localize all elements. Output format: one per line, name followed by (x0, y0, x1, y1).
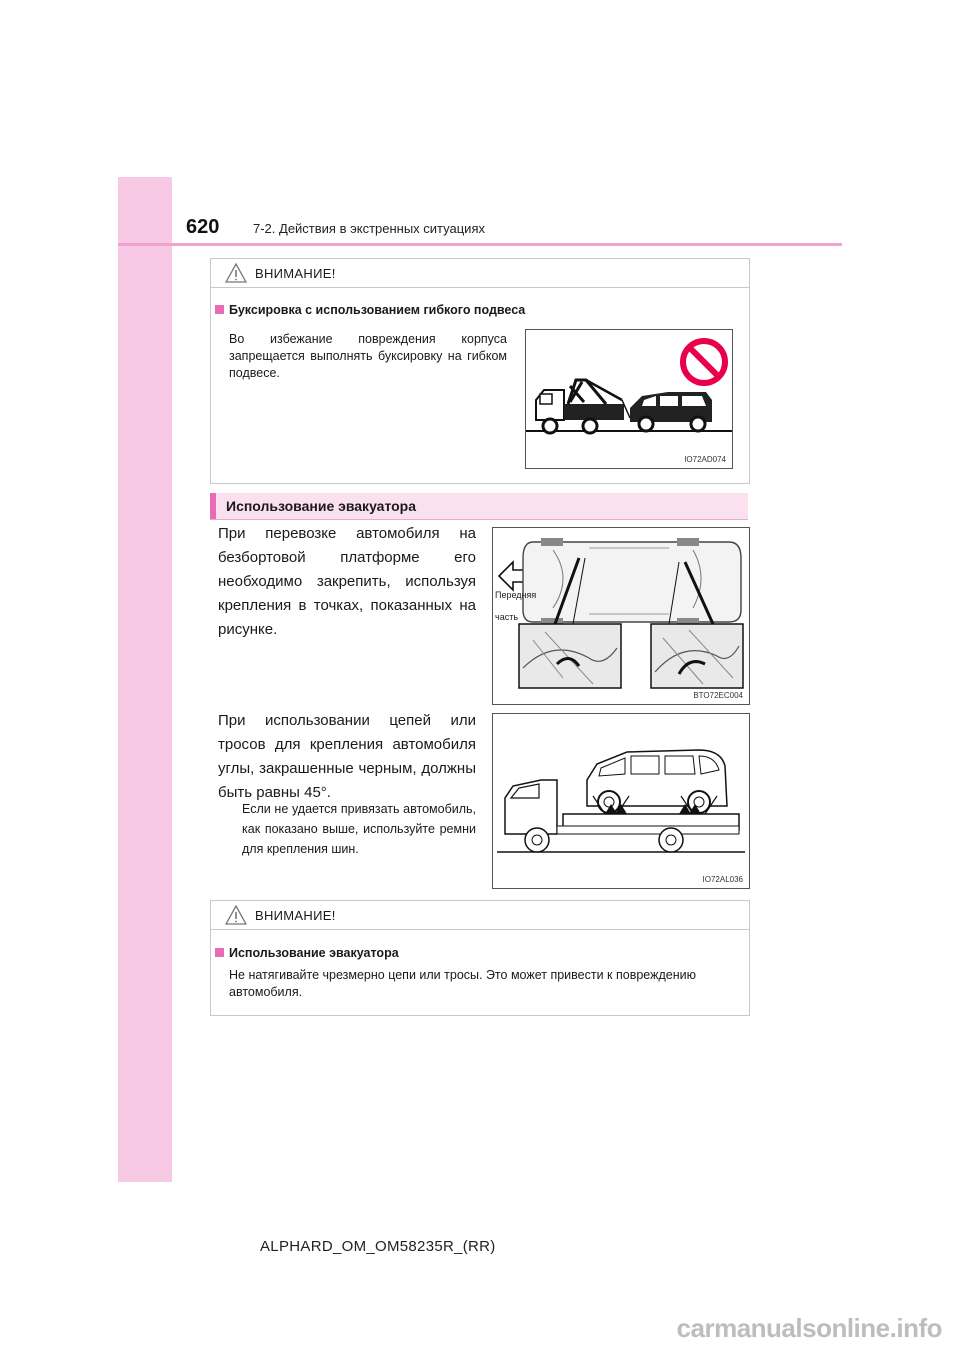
tie-down-diagram (493, 528, 749, 704)
section-title-bar (210, 493, 748, 520)
page-sidebar (118, 177, 172, 1182)
figure-tie-down-points (492, 527, 750, 705)
warning-label: ВНИМАНИЕ! (255, 266, 336, 281)
section-header: 7-2. Действия в экстренных ситуациях (253, 221, 485, 236)
warning-label: ВНИМАНИЕ! (255, 908, 336, 923)
warning-text: Не натягивайте чрезмерно цепи или тросы. Это может привести к повреждению автомобиля. (229, 968, 696, 999)
figure-flatbed-truck (492, 713, 750, 889)
flatbed-illustration (493, 714, 749, 888)
header-rule (118, 243, 842, 246)
warning-triangle-icon (225, 263, 247, 283)
figure-code: IO72AL036 (702, 875, 743, 884)
warning-subheading: Использование эвакуатора (215, 946, 399, 960)
warning-triangle-icon (225, 905, 247, 925)
tow-truck-illustration (526, 330, 732, 468)
body-paragraph-2: При использовании цепей или тросов для крепления автомобиля углы, закрашенные черным, должны быть равны 45°. (218, 712, 476, 801)
warning-box-towing (210, 258, 750, 484)
front-label-2: часть (495, 612, 519, 622)
page-number: 620 (186, 216, 220, 238)
bullet-square-icon (215, 948, 224, 957)
figure-code: BTO72EC004 (693, 691, 743, 700)
watermark: carmanualsonline.info (676, 1313, 942, 1343)
warning-text: Во избежание повреждения корпуса запрещается выполнять буксировку на гибком подвесе. (229, 332, 507, 380)
body-note: Если не удается привязать автомобиль, как показано выше, используйте ремни для крепления шин. (242, 802, 476, 856)
body-paragraph-1: При перевозке автомобиля на безбортовой платформе его необходимо закрепить, используя крепления в точках, показанных на рисунке. (218, 525, 476, 638)
section-accent (210, 493, 216, 519)
prohibition-icon (683, 341, 725, 383)
warning-header (211, 259, 749, 288)
front-label-1: Передняя (495, 590, 537, 600)
warning-box-flatbed (210, 900, 750, 1016)
bullet-square-icon (215, 305, 224, 314)
warning-header (211, 901, 749, 930)
footer-doc-id: ALPHARD_OM_OM58235R_(RR) (260, 1238, 496, 1255)
section-title: Использование эвакуатора (226, 498, 417, 514)
warning-subheading: Буксировка с использованием гибкого подвеса (215, 303, 525, 317)
figure-no-flatbed-tow (525, 329, 733, 469)
figure-code: IO72AD074 (684, 455, 726, 464)
